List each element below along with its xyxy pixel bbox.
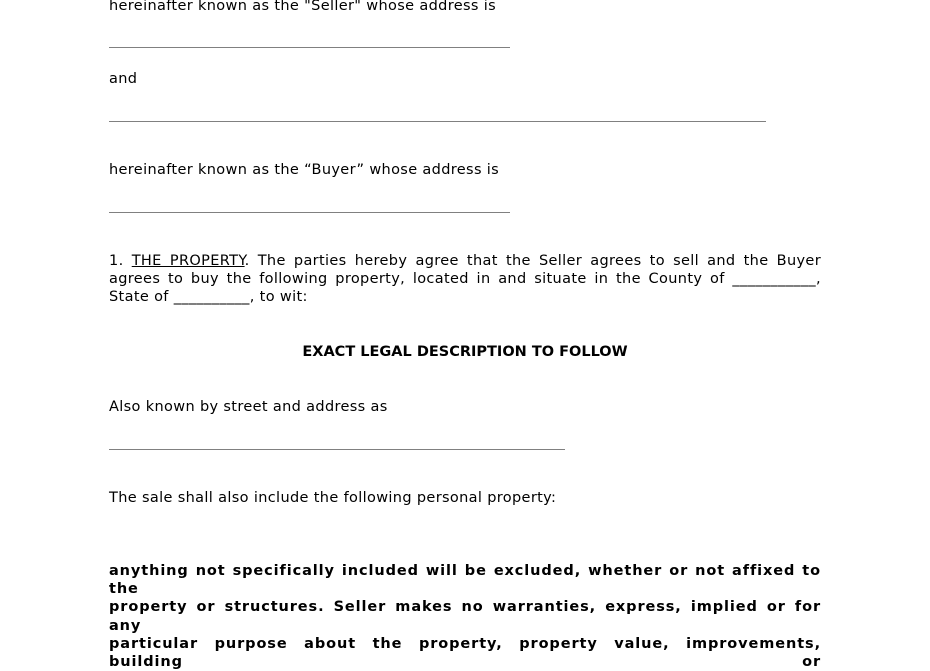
state-label: State of [109,289,169,306]
to-wit: , to wit: [249,289,308,306]
buyer-intro-text: hereinafter known as the “Buyer” whose address is [109,162,500,178]
street-address-label: Also known by street and address as [109,399,388,415]
buyer-address-blank[interactable] [109,212,510,213]
property-clause [109,252,821,307]
exclusion-line: anything not specifically included will be excluded, whether or not affixed to the [109,563,821,598]
buyer-name-blank[interactable] [109,121,766,122]
legal-description-heading: EXACT LEGAL DESCRIPTION TO FOLLOW [302,344,628,360]
clause-title: THE PROPERTY [131,253,245,269]
personal-property-label: The sale shall also include the following personal property: [109,490,557,506]
seller-address-blank[interactable] [109,47,510,48]
clause-number: 1. [109,253,124,269]
clause-line2: agrees to buy the following property, located in and situate in the County of [109,271,725,288]
exclusion-line: property or structures. Seller makes no warranties, express, implied or for any [109,599,821,634]
county-blank[interactable]: ___________ [732,271,817,288]
seller-intro-text: hereinafter known as the "Seller" whose address is [109,0,497,14]
and-text: and [109,71,138,87]
comma: , [816,271,821,288]
clause-line1: . The parties hereby agree that the Seller agrees to sell and the Buyer [244,253,822,269]
exclusion-line: particular purpose about the property, property value, improvements, building or [109,635,821,671]
street-address-blank[interactable] [109,449,565,450]
exclusion-paragraph [109,562,821,671]
state-blank[interactable]: __________ [173,289,250,306]
